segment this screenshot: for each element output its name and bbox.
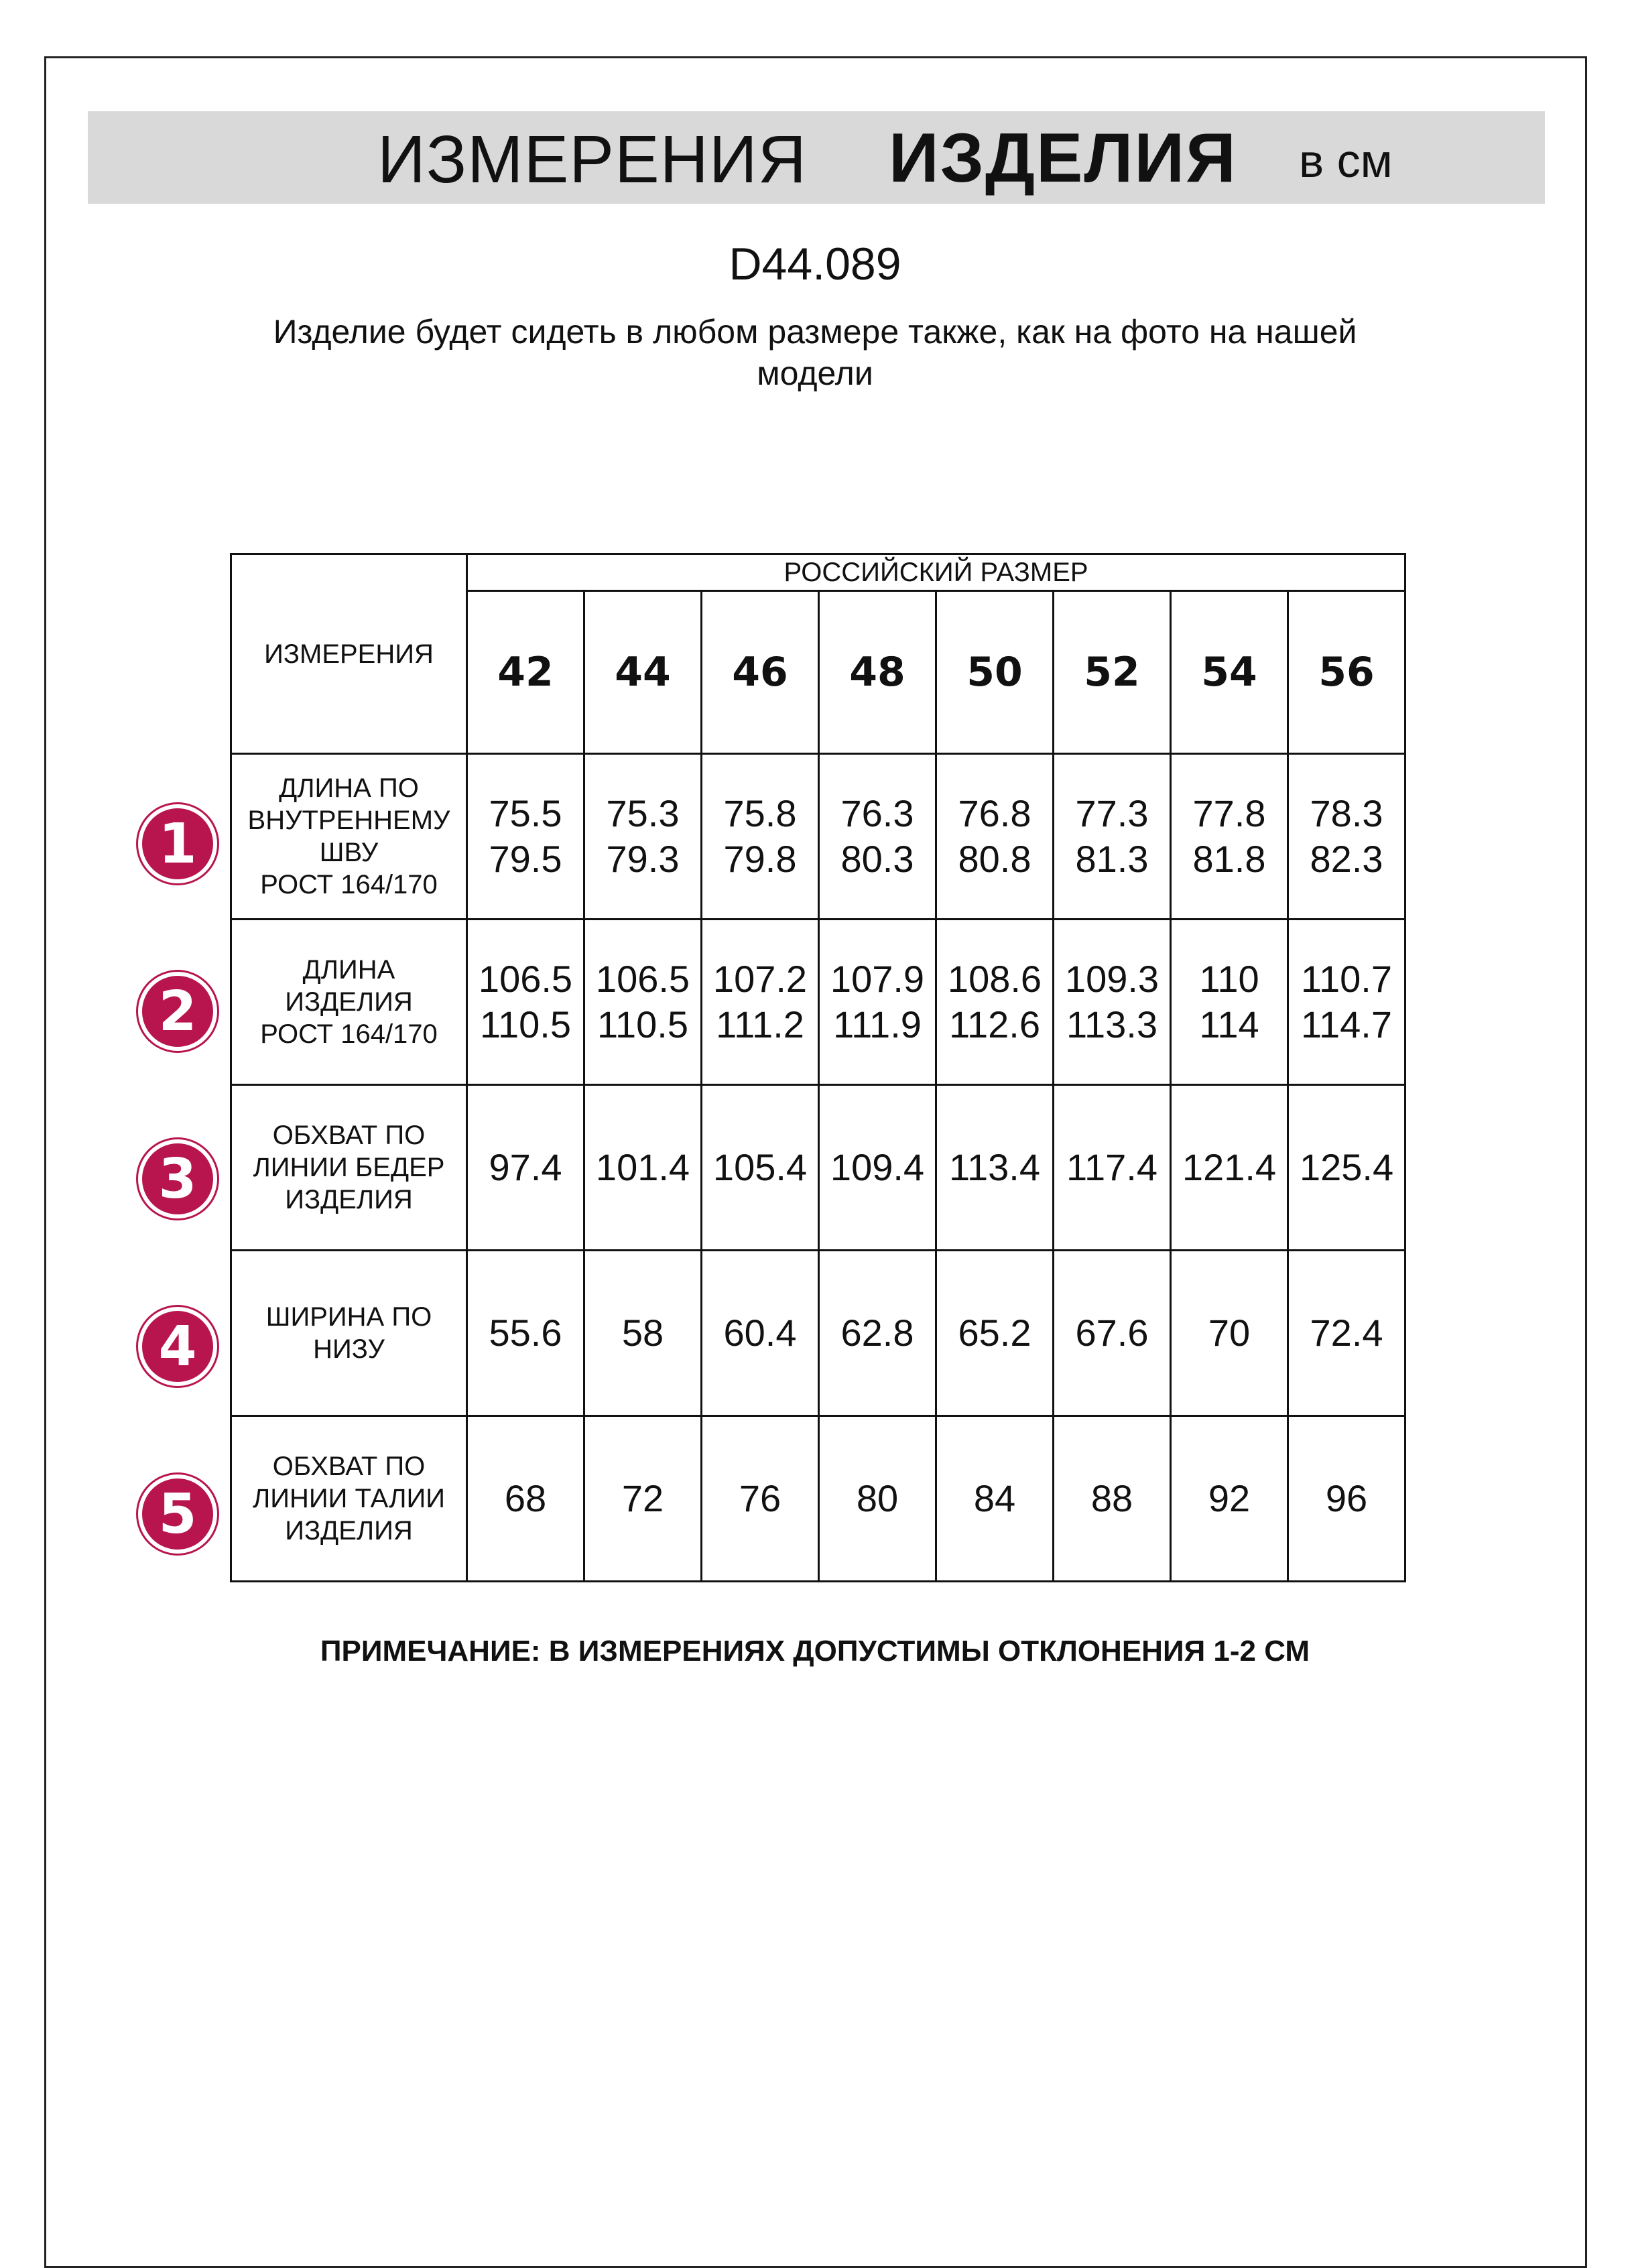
measure-label-line: ИЗДЕЛИЯ: [285, 987, 413, 1017]
measure-label: [231, 754, 467, 920]
table-row: [231, 1416, 1405, 1582]
value-line: 114.7: [1301, 1003, 1393, 1046]
value-line: 110.5: [597, 1003, 688, 1046]
value-cell: [702, 920, 819, 1085]
row-number-badge: 5: [138, 1474, 217, 1554]
value-cell: [1171, 1085, 1288, 1251]
value-cell: [1288, 754, 1405, 920]
value-line: 96: [1325, 1477, 1368, 1519]
value-line: 79.3: [606, 838, 680, 880]
measure-label-line: ДЛИНА: [302, 955, 395, 985]
measure-label-line: ШИРИНА ПО: [265, 1302, 432, 1332]
value-cell: [1288, 1085, 1405, 1251]
value-line: 55.6: [489, 1312, 562, 1354]
measure-header: ИЗМЕРЕНИЯ: [231, 554, 467, 754]
value-line: 65.2: [958, 1312, 1031, 1354]
value-cell: [936, 1416, 1054, 1582]
value-line: 110.7: [1301, 958, 1393, 1000]
value-line: 107.2: [712, 958, 808, 1000]
table-row: [231, 754, 1405, 920]
value-cell: [1171, 754, 1288, 920]
value-line: 58: [621, 1312, 664, 1354]
title-unit: в см: [1299, 135, 1393, 187]
value-cell: [584, 920, 702, 1085]
value-cell: [702, 754, 819, 920]
row-number-badge: 2: [138, 972, 217, 1051]
value-cell: [702, 1416, 819, 1582]
value-line: 112.6: [949, 1003, 1040, 1046]
value-cell: [1288, 1416, 1405, 1582]
value-line: 113.3: [1066, 1003, 1157, 1046]
measure-label-line: ЛИНИИ ТАЛИИ: [253, 1484, 445, 1513]
measure-label-line: ОБХВАТ ПО: [272, 1121, 426, 1150]
title-measurements: ИЗМЕРЕНИЯ: [377, 122, 807, 197]
row-number-badge: 1: [138, 804, 217, 883]
measure-label-line: ИЗДЕЛИЯ: [285, 1516, 413, 1546]
measure-label: [231, 920, 467, 1085]
value-line: 79.5: [489, 838, 562, 880]
fit-subtitle: Изделие будет сидеть в любом размере также, как на фото на нашей модели: [273, 313, 1357, 392]
value-line: 72.4: [1310, 1312, 1383, 1354]
size-header-56: 56: [1288, 591, 1405, 754]
size-header-54: 54: [1171, 591, 1288, 754]
row-number-badge: 4: [138, 1307, 217, 1386]
measure-label-line: НИЗУ: [313, 1334, 385, 1364]
value-line: 70: [1208, 1312, 1251, 1354]
value-line: 107.9: [830, 958, 925, 1000]
value-line: 125.4: [1299, 1146, 1394, 1188]
value-line: 105.4: [712, 1146, 808, 1188]
value-cell: [584, 1416, 702, 1582]
value-cell: [584, 1085, 702, 1251]
measure-label-line: РОСТ 164/170: [260, 870, 438, 899]
value-line: 80.3: [840, 838, 914, 880]
measure-label-line: ЛИНИИ БЕДЕР: [253, 1153, 445, 1182]
value-cell: [819, 1085, 936, 1251]
value-cell: [819, 754, 936, 920]
value-cell: [467, 1085, 584, 1251]
value-cell: [819, 1416, 936, 1582]
value-line: 84: [973, 1477, 1016, 1519]
value-cell: [819, 920, 936, 1085]
value-cell: [1171, 1416, 1288, 1582]
size-group-header: РОССИЙСКИЙ РАЗМЕР: [467, 554, 1405, 591]
value-line: 113.4: [949, 1146, 1040, 1188]
value-line: 121.4: [1182, 1146, 1277, 1188]
value-line: 76.8: [958, 792, 1031, 834]
value-line: 97.4: [489, 1146, 562, 1188]
measure-label: [231, 1416, 467, 1582]
title-product: ИЗДЕЛИЯ: [889, 119, 1237, 197]
value-cell: [1171, 1251, 1288, 1416]
value-line: 117.4: [1066, 1146, 1157, 1188]
size-header-46: 46: [702, 591, 819, 754]
value-cell: [702, 1085, 819, 1251]
value-line: 78.3: [1310, 792, 1383, 834]
value-line: 109.4: [830, 1146, 925, 1188]
size-header-44: 44: [584, 591, 702, 754]
value-cell: [1288, 1251, 1405, 1416]
value-line: 92: [1208, 1477, 1251, 1519]
value-cell: [1054, 1251, 1171, 1416]
value-cell: [936, 920, 1054, 1085]
value-line: 77.8: [1192, 792, 1266, 834]
row-number-badge: 3: [138, 1139, 217, 1218]
measure-label-line: ДЛИНА ПО: [279, 773, 419, 803]
value-cell: [1054, 754, 1171, 920]
size-header-50: 50: [936, 591, 1054, 754]
value-line: 76.3: [840, 792, 914, 834]
value-line: 60.4: [723, 1312, 797, 1354]
value-line: 111.9: [833, 1003, 922, 1046]
measure-label-line: ИЗДЕЛИЯ: [285, 1185, 413, 1214]
size-header-42: 42: [467, 591, 584, 754]
measure-label-line: РОСТ 164/170: [260, 1019, 438, 1049]
article-code: D44.089: [729, 239, 901, 290]
value-line: 67.6: [1075, 1312, 1149, 1354]
size-header-48: 48: [819, 591, 936, 754]
value-line: 106.5: [478, 958, 573, 1000]
value-cell: [819, 1251, 936, 1416]
value-cell: [467, 1251, 584, 1416]
value-line: 108.6: [947, 958, 1042, 1000]
value-line: 79.8: [723, 838, 797, 880]
value-cell: [936, 1085, 1054, 1251]
table-row: [231, 1251, 1405, 1416]
value-cell: [936, 754, 1054, 920]
value-line: 81.3: [1075, 838, 1149, 880]
value-cell: [1054, 1416, 1171, 1582]
measure-label: [231, 1085, 467, 1251]
value-line: 111.2: [716, 1003, 804, 1046]
value-line: 80.8: [958, 838, 1031, 880]
value-cell: [467, 920, 584, 1085]
value-line: 75.3: [606, 792, 680, 834]
value-line: 101.4: [595, 1146, 690, 1188]
value-line: 114: [1199, 1003, 1259, 1046]
value-cell: [1171, 920, 1288, 1085]
value-line: 75.8: [723, 792, 797, 834]
value-line: 81.8: [1192, 838, 1266, 880]
value-line: 72: [621, 1477, 664, 1519]
measure-label-line: ОБХВАТ ПО: [272, 1452, 426, 1481]
value-line: 110: [1199, 958, 1259, 1000]
value-cell: [584, 1251, 702, 1416]
value-line: 110.5: [480, 1003, 571, 1046]
value-cell: [1054, 920, 1171, 1085]
value-line: 62.8: [840, 1312, 914, 1354]
value-cell: [467, 754, 584, 920]
value-line: 82.3: [1310, 838, 1383, 880]
value-line: 76: [739, 1477, 781, 1519]
measure-label: [231, 1251, 467, 1416]
value-line: 80: [856, 1477, 899, 1519]
value-line: 106.5: [595, 958, 690, 1000]
value-line: 109.3: [1064, 958, 1159, 1000]
table-row: [231, 1085, 1405, 1251]
measure-label-line: ВНУТРЕННЕМУ: [247, 806, 450, 835]
value-cell: [467, 1416, 584, 1582]
value-line: 77.3: [1075, 792, 1149, 834]
value-cell: [1288, 920, 1405, 1085]
value-cell: [702, 1251, 819, 1416]
measure-label-line: ШВУ: [319, 838, 379, 867]
tolerance-note: ПРИМЕЧАНИЕ: В ИЗМЕРЕНИЯХ ДОПУСТИМЫ ОТКЛОНЕНИЯ 1-2 СМ: [320, 1635, 1310, 1667]
table-row: [231, 920, 1405, 1085]
value-cell: [584, 754, 702, 920]
value-cell: [1054, 1085, 1171, 1251]
value-cell: [936, 1251, 1054, 1416]
size-table: [230, 553, 1406, 1582]
value-line: 75.5: [489, 792, 562, 834]
size-header-52: 52: [1054, 591, 1171, 754]
value-line: 68: [504, 1477, 547, 1519]
value-line: 88: [1090, 1477, 1133, 1519]
